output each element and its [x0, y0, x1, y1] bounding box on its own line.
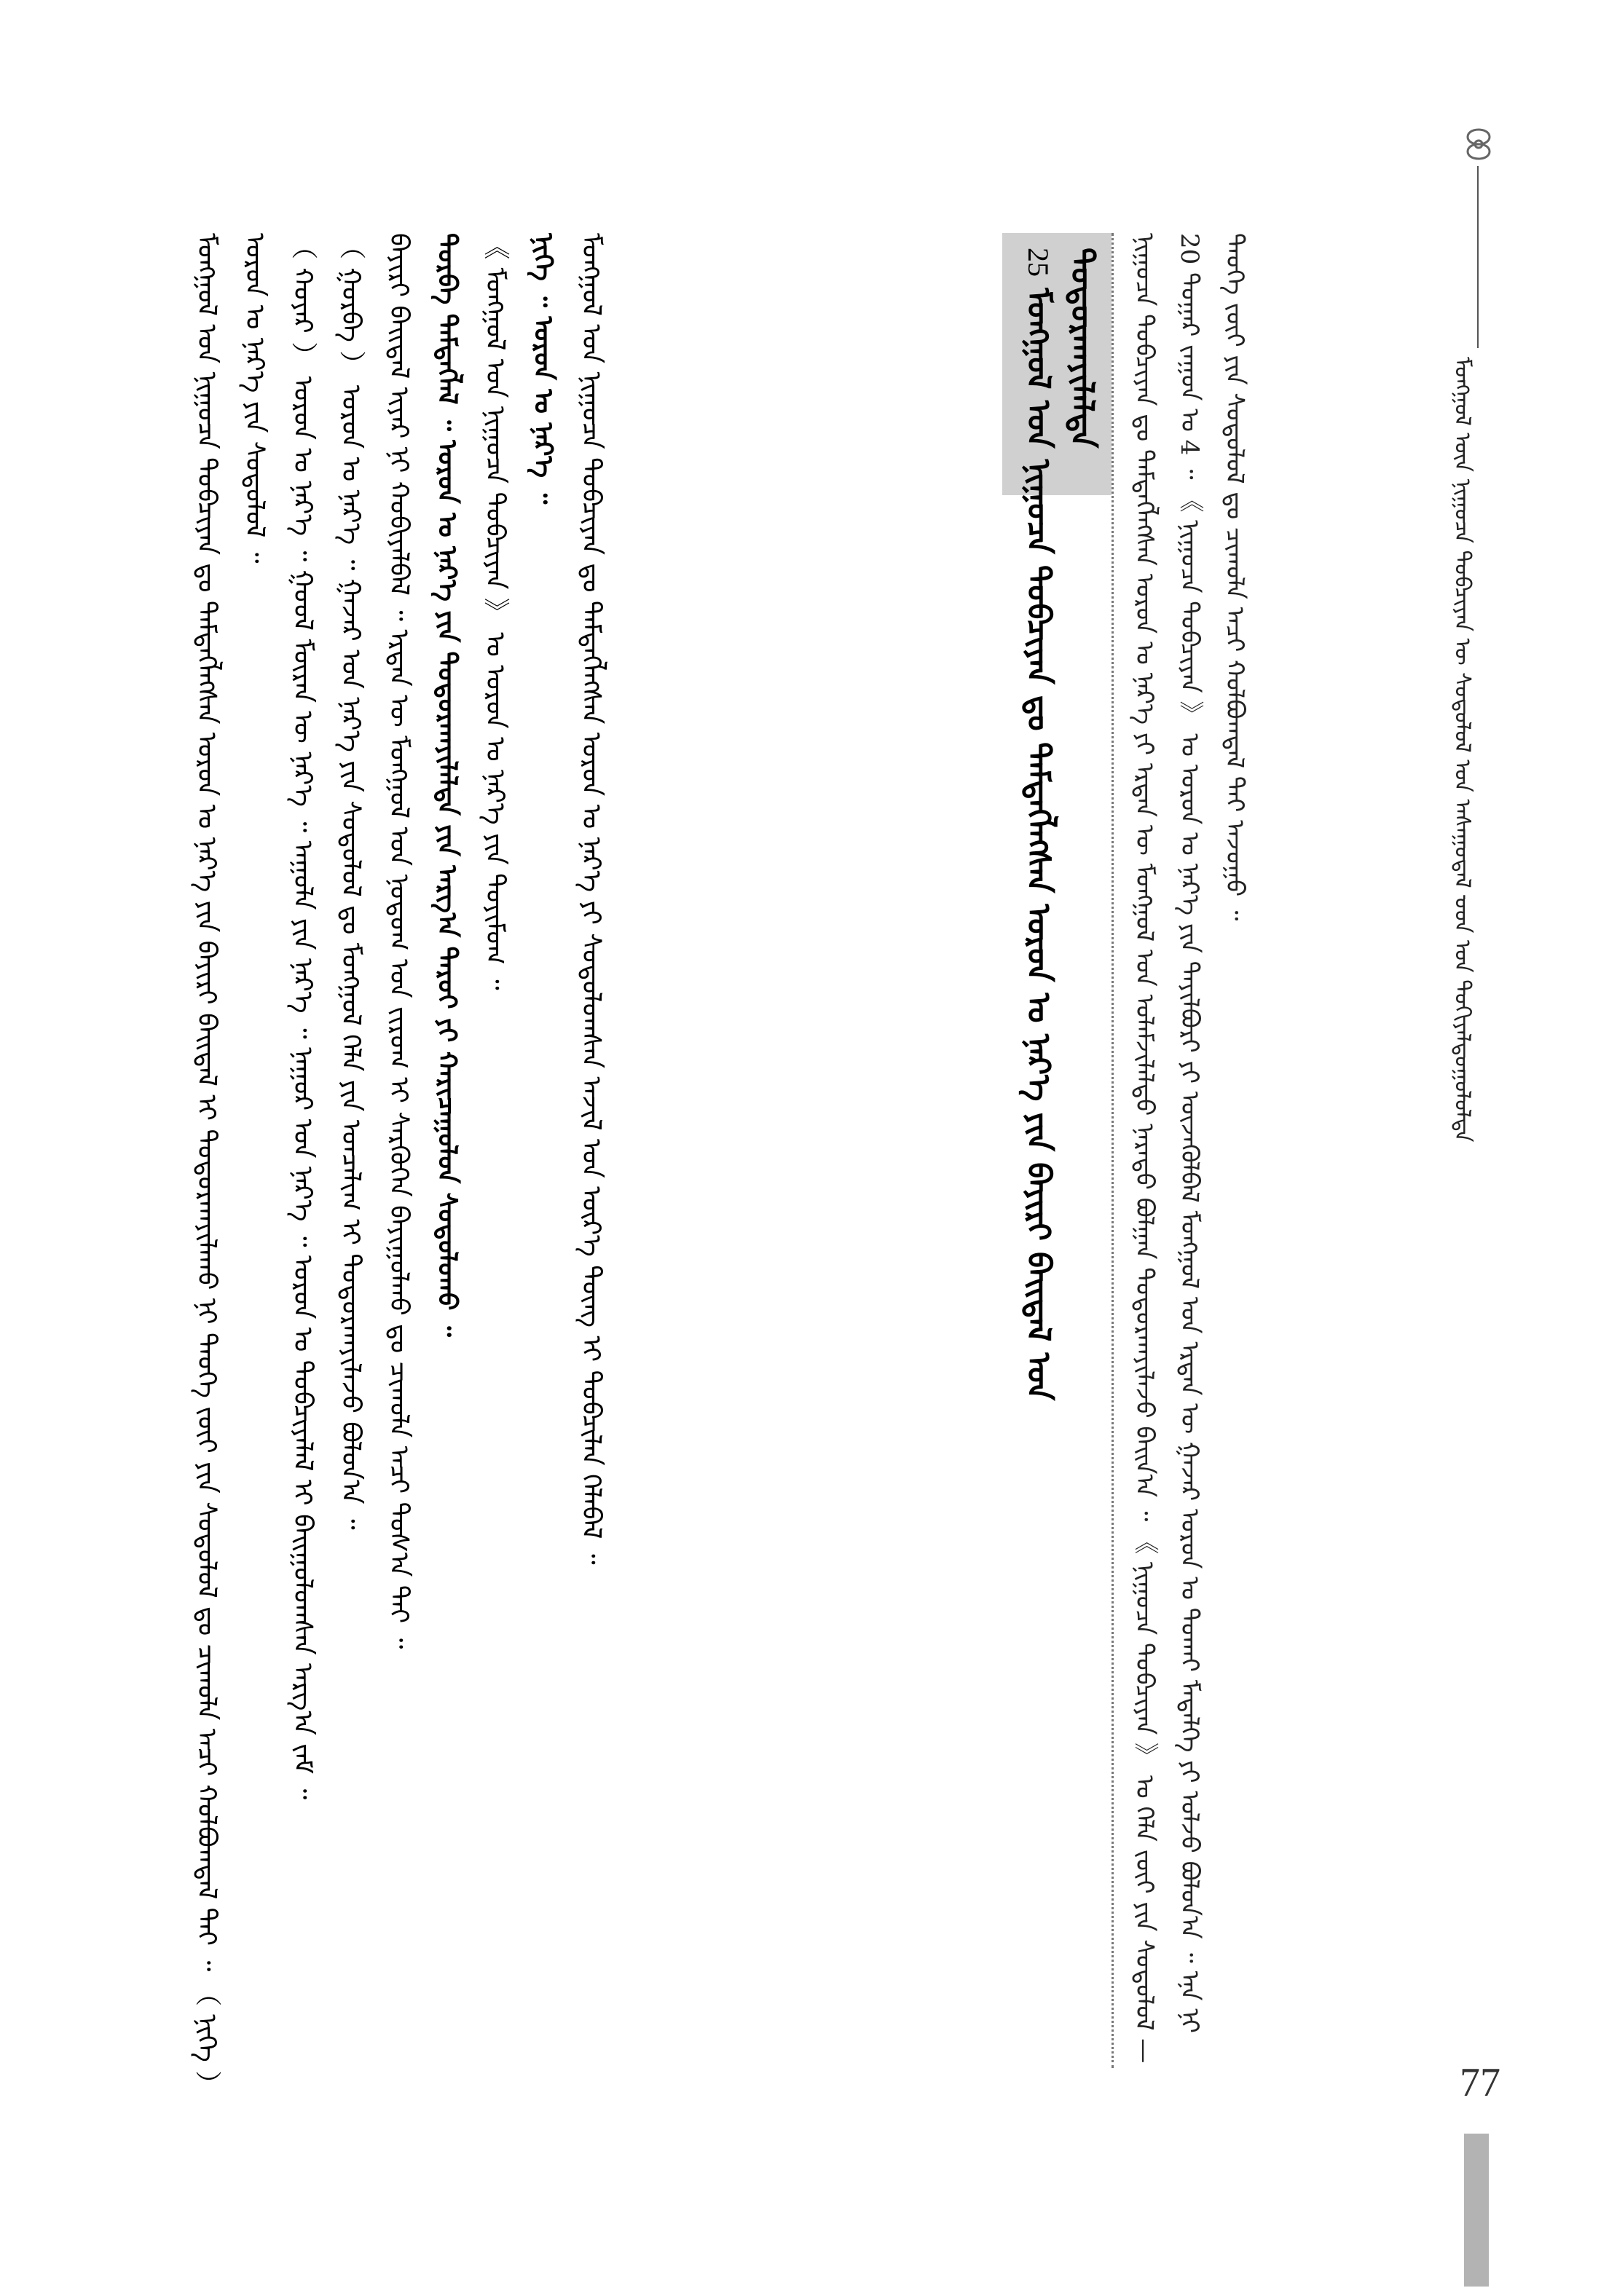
paragraph-4: ᠪᠠᠶᠢᠷᠢ ᠪᠠᠢᠳᠠᠯ ᠢᠶᠠᠷ ᠨᠢ ᠬᠤᠪᠢᠶᠠᠯᠪᠠᠯ ᠃ ᠡᠷᠲᠡᠨ ᠦ ᠮᠣᠩᠭᠣᠯ ᠤᠨ ᠨᠤᠲᠤᠭ ᠤᠨ ᠵᠢᠷᠤᠭ ᠢ ᠰᠡᠷᠭᠦᠭᠡᠨ ᠪᠠᠶᠢᠭᠤᠯᠬᠤ ᠳᠤ ᠴᠢᠬᠤᠯᠠ ᠠᠴᠢ ᠲᠤᠰ᠎ᠠ ᠲᠠᠢ ᠃	[384, 233, 414, 1649]
paragraph-1: ᠮᠣᠩᠭᠣᠯ ᠤᠨ ᠨᠢᠭᠤᠴᠠ ᠲᠣᠪᠴᠢᠶᠠᠨ ᠳᠤ ᠲᠡᠮᠳᠡᠭᠯᠡᠭᠰᠡᠨ ᠣᠷᠣᠨ ᠤ ᠨᠡᠷ᠎ᠡ ᠶᠢᠨ ᠪᠠᠶᠢᠷᠢ ᠪᠠᠢᠳᠠᠯ ᠢ ᠲᠣᠳᠤᠷᠬᠠᠶᠢᠯᠠᠬᠤ ᠨᠢ ᠲᠡᠦᠬᠡ ᠵᠦᠢ ᠶᠢᠨ ᠰᠤᠳᠤᠯᠤᠯ ᠳᠤ ᠴᠢᠬᠤᠯᠠ ᠠᠴᠢ ᠬᠣᠯᠪᠤᠭᠳᠠᠯ ᠲᠠᠢ ᠃ （ ᠨᠢᠭᠡ ） ᠣᠷᠣᠨ ᠤ ᠨᠡᠷ᠎ᠡ ᠶᠢᠨ ᠰᠤᠳᠤᠯᠤᠯ ᠃	[192, 233, 270, 2097]
section-number: 25	[1022, 248, 1055, 277]
paragraph-5: ᠳᠤᠷᠪᠡ ᠲᠡᠮᠳᠡᠭᠯᠡᠯ ᠃ ᠣᠷᠣᠨ ᠤ ᠨᠡᠷ᠎ᠡ ᠶᠢᠨ ᠲᠣᠳᠤᠷᠬᠠᠶᠢᠯᠠᠯᠲᠠ ᠶᠢᠨ ᠠᠷᠭ᠎ᠠ ᠳᠠᠷᠤᠢ ᠶᠢ ᠬᠠᠷᠢᠴᠠᠭᠤᠯᠤᠨ ᠰᠤᠳᠤᠯᠤᠬᠤ ᠃	[432, 233, 462, 1337]
section-heading	[1016, 248, 1103, 1602]
subheading: ᠨᠢᠭᠡ ᠃ ᠣᠷᠣᠨ ᠤ ᠨᠡᠷ᠎ᠡ ᠃	[528, 233, 558, 505]
header-rule	[1477, 166, 1479, 348]
body-text	[182, 233, 991, 2097]
paragraph-3: （ ᠭᠤᠷᠪᠠ ） ᠣᠷᠣᠨ ᠤ ᠨᠡᠷ᠎ᠡ ᠃ ᠭᠠᠵᠠᠷ ᠤᠨ ᠨᠡᠷ᠎ᠡ ᠶᠢᠨ ᠰᠤᠳᠤᠯᠤᠯ ᠳᠤ ᠮᠣᠩᠭᠣᠯ ᠬᠡᠯᠡ ᠶᠢᠨ ᠣᠨᠴᠠᠯᠢᠭ ᠢ ᠲᠣᠳᠣᠷᠬᠠᠶᠢᠯᠠᠵᠤ ᠪᠣᠯᠣᠨ᠎ᠠ ᠃	[336, 233, 366, 1530]
thumb-tab	[1464, 2134, 1489, 2287]
quote-block: ᠨᠢᠭᠤᠴᠠ ᠲᠣᠪᠴᠢᠶᠠᠨ ᠳᠤ ᠲᠡᠮᠳᠡᠭᠯᠡᠭᠰᠡᠨ ᠣᠷᠣᠨ ᠤ ᠨᠡᠷ᠎ᠡ ᠶᠢ ᠡᠷᠲᠡᠨ ᠦ ᠮᠣᠩᠭᠣᠯ ᠤᠨ ᠤᠯᠠᠮᠵᠢᠯᠠᠯᠲᠤ ᠨᠡᠷᠡᠲᠦ ᠪᠣᠯᠭᠠᠨ ᠲᠣᠳᠣᠷᠬᠠᠶᠢᠯᠠᠵᠤ ᠪᠠᠢᠨ᠎ᠠ ᠃ 《 ᠨᠢᠭᠤᠴᠠ ᠲᠣᠪᠴᠢᠶᠠᠨ 》 ᠤ ᠬᠡᠯᠡ ᠵᠦᠢ ᠶᠢᠨ ᠰᠤᠳᠤᠯᠤᠯ — 20 ᠳᠤᠭᠠᠷ ᠵᠠᠭᠤᠨ ᠤ 4 ᠃ 《 ᠨᠢᠭᠤᠴᠠ ᠲᠣᠪᠴᠢᠶᠠᠨ 》 ᠤ ᠣᠷᠣᠨ ᠤ ᠨᠡᠷ᠎ᠡ ᠶᠢᠨ ᠲᠠᠶᠢᠯᠪᠤᠷᠢ ᠶᠢ ᠦᠵᠡᠭᠦᠯᠪᠡᠯ ᠮᠣᠩᠭᠣᠯ ᠤᠨ ᠡᠷᠲᠡᠨ ᠦ ᠭᠠᠵᠠᠷ ᠣᠷᠣᠨ ᠤ ᠲᠤᠬᠠᠢ ᠮᠡᠳᠡᠯᠭᠡ ᠶᠢ ᠣᠯᠵᠤ ᠪᠣᠯᠣᠨ᠎ᠠ ᠃ ᠡᠨᠡ ᠨᠢ ᠲᠡᠦᠬᠡ ᠵᠦᠢ ᠶᠢᠨ ᠰᠤᠳᠤᠯᠤᠯ ᠳᠤ ᠴᠢᠬᠤᠯᠠ ᠠᠴᠢ ᠬᠣᠯᠪᠤᠭᠳᠠᠯ ᠲᠠᠢ ᠠᠵᠤᠭᠤ ᠃	[1130, 233, 1249, 2064]
paragraph-8: ᠮᠣᠩᠭᠣᠯ ᠤᠨ ᠨᠢᠭᠤᠴᠠ ᠲᠣᠪᠴᠢᠶᠠᠨ ᠳᠤ ᠲᠡᠮᠳᠡᠭᠯᠡᠭᠰᠡᠨ ᠣᠷᠣᠨ ᠤ ᠨᠡᠷ᠎ᠡ ᠶᠢ ᠰᠤᠳᠤᠯᠤᠭᠰᠠᠨ ᠠᠵᠢᠯ ᠤᠨ ᠦᠷ᠎ᠡ ᠳᠦᠩ ᠢ ᠲᠣᠪᠴᠢᠯᠠᠨ ᠬᠡᠯᠡᠪᠡᠯ ᠃	[576, 233, 606, 1565]
running-header: ᠮᠣᠩᠭᠣᠯ ᠦᠨ ᠨᠢᠭᠤᠴᠠ ᠲᠣᠪᠴᠢᠶᠠᠨ ᠦ ᠰᠤᠳᠤᠯᠤᠯ ᠤᠨ ᠠᠰᠠᠭᠤᠳᠠᠯ ᠊ᠤᠳ ᠤᠨ ᠲᠣᠬᠢᠶᠠᠯᠳᠤᠭᠤᠯᠤᠯᠲᠠ	[1449, 357, 1475, 1143]
header-ornament-icon	[1449, 122, 1508, 166]
paragraph-6: 《 ᠮᠣᠩᠭᠣᠯ ᠤᠨ ᠨᠢᠭᠤᠴᠠ ᠲᠣᠪᠴᠢᠶᠠᠨ 》 ᠤ ᠣᠷᠣᠨ ᠤ ᠨᠡᠷ᠎ᠡ ᠶᠢᠨ ᠲᠣᠶᠢᠮᠤᠭ ᠃	[480, 233, 510, 990]
page-number: 77	[1460, 2060, 1500, 2105]
section-title: ᠮᠣᠩᠭᠣᠯ ᠤᠨ ᠨᠢᠭᠤᠴᠠ ᠲᠣᠪᠴᠢᠶᠠᠨ ᠳᠤ ᠲᠡᠮᠳᠡᠭᠯᠡᠭᠰᠡᠨ ᠣᠷᠣᠨ ᠤ ᠨᠡᠷ᠎ᠡ ᠶᠢᠨ ᠪᠠᠶᠢᠷᠢ ᠪᠠᠢᠳᠠᠯ ᠤᠨ ᠲᠣᠳᠤᠷᠬᠠᠶᠢᠯᠠᠯᠲᠠ	[1020, 248, 1101, 1401]
paragraph-2: （ ᠬᠣᠶᠠᠷ ） ᠣᠷᠣᠨ ᠤ ᠨᠡᠷ᠎ᠡ ᠃ ᠭᠣᠣᠯ ᠮᠥᠷᠡᠨ ᠦ ᠨᠡᠷ᠎ᠡ ᠃ ᠠᠭᠤᠯᠠ ᠶᠢᠨ ᠨᠡᠷ᠎ᠡ ᠃ ᠨᠠᠭᠤᠷ ᠤᠨ ᠨᠡᠷ᠎ᠡ ᠃ ᠣᠷᠣᠨ ᠤ ᠲᠣᠪᠴᠢᠶᠠᠯᠠᠯ ᠢ ᠪᠠᠢᠭᠤᠯᠤᠭᠰᠠᠨ ᠠᠷᠭ᠎ᠠ ᠵᠠᠮ ᠃	[288, 233, 318, 1800]
dotted-divider	[1112, 233, 1114, 2068]
